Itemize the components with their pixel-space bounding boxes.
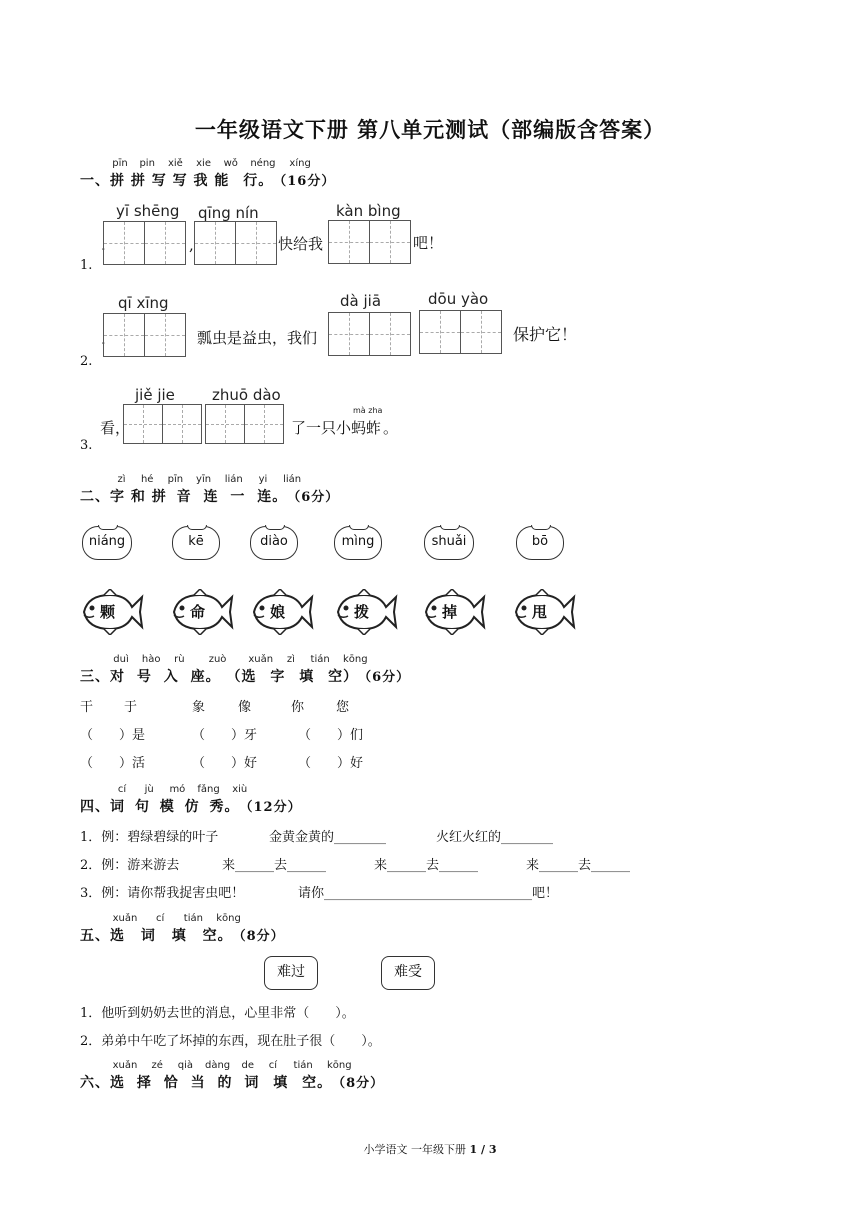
grid-pinyin: yī shēng bbox=[116, 202, 180, 220]
section3-pinyin bbox=[108, 654, 372, 665]
heading-char: 仿 bbox=[184, 799, 200, 815]
writing-grid[interactable] bbox=[124, 404, 202, 444]
sentence-text: 瓢虫是益虫，我们 bbox=[197, 329, 318, 347]
pinyin: tián bbox=[310, 654, 330, 665]
writing-grid[interactable] bbox=[104, 313, 186, 357]
heading-char: 三、对 bbox=[80, 669, 125, 685]
pinyin-bubble[interactable]: kē bbox=[172, 526, 220, 560]
pinyin: kōng bbox=[343, 654, 368, 665]
heading-char: 词 bbox=[140, 928, 156, 944]
option-char: 你 bbox=[291, 700, 305, 715]
fish-char: 甩 bbox=[532, 603, 548, 621]
fill-blank[interactable]: 来______去______ bbox=[526, 858, 631, 873]
pinyin: rù bbox=[174, 654, 185, 665]
fish-card[interactable] bbox=[250, 589, 314, 635]
pinyin: pin bbox=[139, 158, 155, 169]
heading-char: 空） bbox=[328, 669, 359, 685]
heading-char: 词 bbox=[244, 1075, 260, 1091]
heading-char: 模 bbox=[159, 799, 175, 815]
fill-blank[interactable]: （ ）活 bbox=[80, 756, 146, 771]
heading-char: 号 bbox=[136, 669, 152, 685]
sentence-text: 快给我 bbox=[278, 235, 324, 253]
heading-char: 二、字 bbox=[80, 489, 125, 505]
pinyin-bubble[interactable]: bō bbox=[516, 526, 564, 560]
page-title: 一年级语文下册 第八单元测试（部编版含答案） bbox=[194, 118, 666, 142]
fill-blank[interactable]: （ ）牙 bbox=[192, 728, 258, 743]
fish-card[interactable] bbox=[512, 589, 576, 635]
section-score: （8分） bbox=[332, 1076, 385, 1091]
comma-mark: , bbox=[189, 236, 194, 254]
writing-grid[interactable] bbox=[104, 221, 186, 265]
pinyin: duì bbox=[113, 654, 129, 665]
fish-card[interactable] bbox=[170, 589, 234, 635]
heading-char: 写 bbox=[151, 173, 167, 189]
section6-pinyin bbox=[108, 1060, 356, 1071]
fill-blank[interactable]: （ ）好 bbox=[192, 756, 258, 771]
section-score: （8分） bbox=[232, 929, 285, 944]
pinyin: kōng bbox=[216, 913, 241, 924]
pinyin: xie bbox=[196, 158, 211, 169]
heading-char: 填 bbox=[273, 1075, 289, 1091]
pinyin: néng bbox=[250, 158, 276, 169]
pinyin: wǒ bbox=[223, 158, 238, 169]
heading-char: 连 bbox=[203, 489, 219, 505]
heading-char: 一、拼 bbox=[80, 173, 125, 189]
heading-char: 和 bbox=[130, 489, 146, 505]
heading-char: 拼 bbox=[151, 489, 167, 505]
pinyin: xuǎn bbox=[112, 1060, 138, 1071]
question-text: 2．例：游来游去 bbox=[80, 858, 180, 873]
writing-grid[interactable] bbox=[329, 312, 411, 356]
section2-heading bbox=[80, 486, 339, 506]
pinyin: zì bbox=[117, 474, 126, 485]
section2-pinyin bbox=[111, 474, 307, 485]
option-char: 您 bbox=[336, 700, 350, 715]
pinyin: zé bbox=[151, 1060, 163, 1071]
writing-grid[interactable] bbox=[420, 310, 502, 354]
section-score: （16分） bbox=[273, 174, 336, 189]
fill-blank[interactable]: 火红火红的________ bbox=[436, 830, 554, 845]
heading-char: 拼 bbox=[130, 173, 146, 189]
heading-char: 一 bbox=[230, 489, 246, 505]
pinyin: kōng bbox=[327, 1060, 352, 1071]
pinyin: cí bbox=[156, 913, 165, 924]
fill-blank[interactable]: （ ）们 bbox=[298, 728, 364, 743]
heading-char: 写 bbox=[172, 173, 188, 189]
section4-heading bbox=[80, 796, 302, 816]
heading-char: 当 bbox=[190, 1075, 206, 1091]
heading-char: 恰 bbox=[163, 1075, 179, 1091]
heading-char: 的 bbox=[217, 1075, 233, 1091]
fill-blank[interactable]: （ ）是 bbox=[80, 728, 146, 743]
heading-char: 能 bbox=[214, 173, 230, 189]
fish-char: 娘 bbox=[270, 603, 286, 621]
question-text: 2．弟弟中午吃了坏掉的东西，现在肚子很（ ）。 bbox=[80, 1034, 381, 1049]
option-char: 像 bbox=[238, 700, 252, 715]
sentence-text: 了一只小 bbox=[291, 419, 352, 437]
heading-char: 填 bbox=[171, 928, 187, 944]
section6-heading bbox=[80, 1072, 384, 1092]
ruby-pinyin: mà zha bbox=[353, 406, 383, 415]
option-char: 象 bbox=[192, 700, 206, 715]
pinyin: yīn bbox=[196, 474, 212, 485]
writing-grid[interactable] bbox=[195, 221, 277, 265]
section1-heading bbox=[80, 170, 335, 190]
heading-char: 入 bbox=[163, 669, 179, 685]
heading-char: 填 bbox=[299, 669, 315, 685]
heading-char: 行。 bbox=[243, 173, 274, 189]
pinyin: pīn bbox=[112, 158, 128, 169]
question-text: 3．例：请你帮我捉害虫吧！ bbox=[80, 886, 245, 901]
pinyin: yi bbox=[258, 474, 268, 485]
pinyin: qià bbox=[177, 1060, 193, 1071]
pinyin-bubble[interactable]: shuǎi bbox=[424, 526, 474, 560]
writing-grid[interactable] bbox=[206, 404, 284, 444]
question-number: 3. bbox=[80, 438, 93, 453]
heading-char: 空。 bbox=[302, 1075, 333, 1091]
pinyin-bubble[interactable]: niáng bbox=[82, 526, 132, 560]
fill-blank[interactable]: （ ）好 bbox=[298, 756, 364, 771]
section4-pinyin bbox=[110, 784, 253, 795]
pinyin: zuò bbox=[208, 654, 227, 665]
fill-blank[interactable]: 来______去______ bbox=[374, 858, 479, 873]
heading-char: 音 bbox=[176, 489, 192, 505]
option-char: 于 bbox=[124, 700, 138, 715]
fish-card[interactable] bbox=[80, 589, 144, 635]
section-score: （6分） bbox=[287, 490, 340, 505]
dot-mark: . bbox=[101, 236, 106, 254]
fill-blank[interactable]: 金黄金黄的________ bbox=[269, 830, 387, 845]
fish-char: 颗 bbox=[100, 603, 116, 621]
sentence-text: 吧！ bbox=[413, 234, 444, 252]
pinyin-bubble[interactable]: mìng bbox=[334, 526, 382, 560]
page-number: 1 / 3 bbox=[469, 1143, 497, 1156]
fish-card[interactable] bbox=[422, 589, 486, 635]
fill-blank[interactable]: 来______去______ bbox=[222, 858, 327, 873]
heading-char: 句 bbox=[134, 799, 150, 815]
grid-pinyin: dōu yào bbox=[428, 290, 489, 308]
pinyin: lián bbox=[283, 474, 302, 485]
question-text: 1．例：碧绿碧绿的叶子 bbox=[80, 830, 219, 845]
sentence-text: 保护它！ bbox=[513, 325, 578, 344]
section-score: （12分） bbox=[239, 800, 302, 815]
heading-char: 择 bbox=[136, 1075, 152, 1091]
fish-char: 命 bbox=[190, 603, 206, 621]
pinyin: fǎng bbox=[197, 784, 220, 795]
pinyin: mó bbox=[169, 784, 186, 795]
pinyin: cí bbox=[117, 784, 127, 795]
heading-char: 连。 bbox=[257, 489, 288, 505]
section-score: （6分） bbox=[358, 670, 411, 685]
heading-char: 空。 bbox=[202, 928, 233, 944]
heading-char: 六、选 bbox=[80, 1075, 125, 1091]
section3-heading bbox=[80, 666, 410, 686]
pinyin: jù bbox=[144, 784, 154, 795]
heading-char: 我 bbox=[193, 173, 209, 189]
fish-char: 掉 bbox=[442, 603, 458, 621]
heading-char: 四、词 bbox=[80, 799, 125, 815]
pinyin: xiě bbox=[167, 158, 183, 169]
grid-pinyin: jiě jie bbox=[135, 386, 175, 404]
pinyin: zì bbox=[286, 654, 295, 665]
heading-char: 五、选 bbox=[80, 928, 125, 944]
pinyin: pīn bbox=[167, 474, 184, 485]
pinyin: xuǎn bbox=[112, 913, 138, 924]
question-number: 1. bbox=[80, 258, 93, 273]
sentence-text: 看， bbox=[100, 419, 131, 437]
grid-pinyin: zhuō dào bbox=[212, 386, 281, 404]
section5-heading bbox=[80, 925, 285, 945]
question-number: 2. bbox=[80, 354, 93, 369]
pinyin: dàng bbox=[204, 1060, 231, 1071]
pinyin: xiù bbox=[232, 784, 248, 795]
heading-char: 字 bbox=[270, 669, 286, 685]
grid-pinyin: kàn bìng bbox=[336, 202, 401, 220]
grid-pinyin: dà jiā bbox=[340, 292, 382, 310]
section5-pinyin bbox=[108, 913, 246, 924]
pinyin: de bbox=[241, 1060, 254, 1071]
word-card[interactable]: 难受 bbox=[381, 956, 435, 990]
option-char: 干 bbox=[80, 700, 94, 715]
pinyin-bubble[interactable]: diào bbox=[250, 526, 298, 560]
pinyin: hào bbox=[141, 654, 161, 665]
pinyin: xíng bbox=[289, 158, 311, 169]
dot-mark: . bbox=[101, 330, 106, 348]
writing-grid[interactable] bbox=[329, 220, 411, 264]
heading-char: 座。 bbox=[190, 669, 221, 685]
grid-pinyin: qī xīng bbox=[118, 294, 169, 312]
grid-pinyin: qīng nín bbox=[198, 204, 259, 222]
sentence-text: 蚂蚱 bbox=[351, 419, 382, 437]
footer-text: 小学语文 一年级下册 bbox=[363, 1143, 470, 1156]
heading-char: 秀。 bbox=[209, 799, 240, 815]
pinyin: cí bbox=[268, 1060, 278, 1071]
section1-pinyin bbox=[108, 158, 317, 169]
fish-card[interactable] bbox=[334, 589, 398, 635]
pinyin: xuǎn bbox=[248, 654, 274, 665]
page-footer bbox=[0, 1141, 860, 1157]
question-text: 1．他听到奶奶去世的消息，心里非常（ ）。 bbox=[80, 1006, 355, 1021]
pinyin: hé bbox=[140, 474, 154, 485]
sentence-text: 。 bbox=[383, 419, 399, 437]
fill-blank[interactable]: 请你________________________________吧！ bbox=[298, 886, 559, 901]
pinyin: lián bbox=[224, 474, 243, 485]
word-card[interactable]: 难过 bbox=[264, 956, 318, 990]
pinyin: tián bbox=[183, 913, 203, 924]
pinyin: tián bbox=[293, 1060, 313, 1071]
fish-char: 拨 bbox=[354, 603, 370, 621]
heading-char: （选 bbox=[226, 669, 257, 685]
